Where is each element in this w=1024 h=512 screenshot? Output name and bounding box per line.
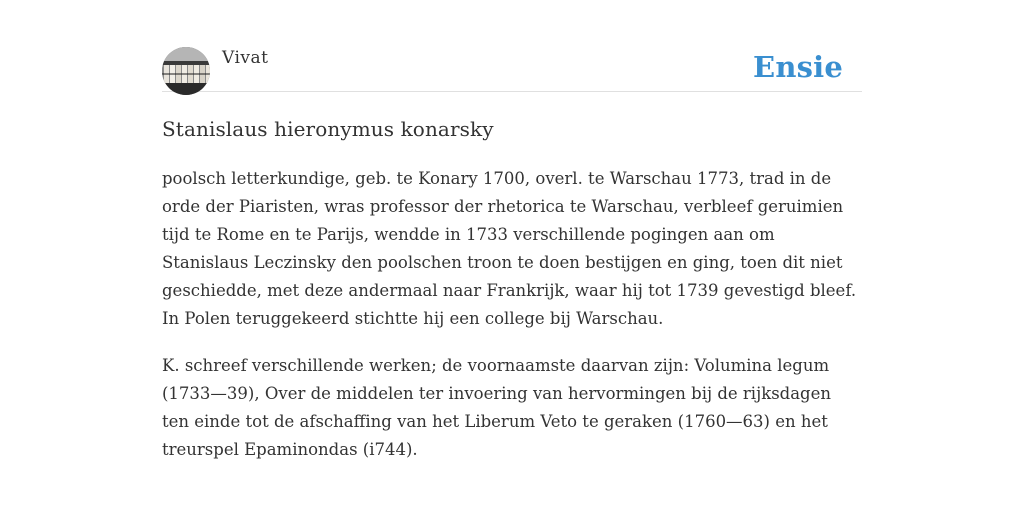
author-avatar[interactable] xyxy=(162,47,210,95)
article-paragraph: poolsch letterkundige, geb. te Konary 1700, overl. te Warschau 1773, trad in de orde der Piaristen, wras professor der rhetorica te Warschau, verbleef geruimien tijd te Rome en te Parijs, wendde in 1733 verschillende pogingen aan om Stanislaus Leczinsky den poolschen troon te doen bestijgen en ging, toen dit niet geschiedde, met deze andermaal naar Frankrijk, waar hij tot 1739 gevestigd bleef. In Polen teruggekeerd stichtte hij een college bij Warschau. xyxy=(162,169,857,328)
brand-logo[interactable]: Ensie xyxy=(753,50,843,84)
article-title: Stanislaus hieronymus konarsky xyxy=(162,117,494,141)
article-card xyxy=(162,46,862,464)
article-paragraph: K. schreef verschillende werken; de voornaamste daarvan zijn: Volumina legum (1733—39), Over de middelen ter invoering van hervormingen bij de rijksdagen ten einde tot de afschaffing van het Liberum Veto te geraken (1760—63) en het treurspel Epaminondas (i744). xyxy=(162,356,832,459)
typewriter-keys-icon xyxy=(162,47,210,95)
article-header xyxy=(162,46,862,92)
author-name[interactable]: Vivat xyxy=(222,48,269,68)
